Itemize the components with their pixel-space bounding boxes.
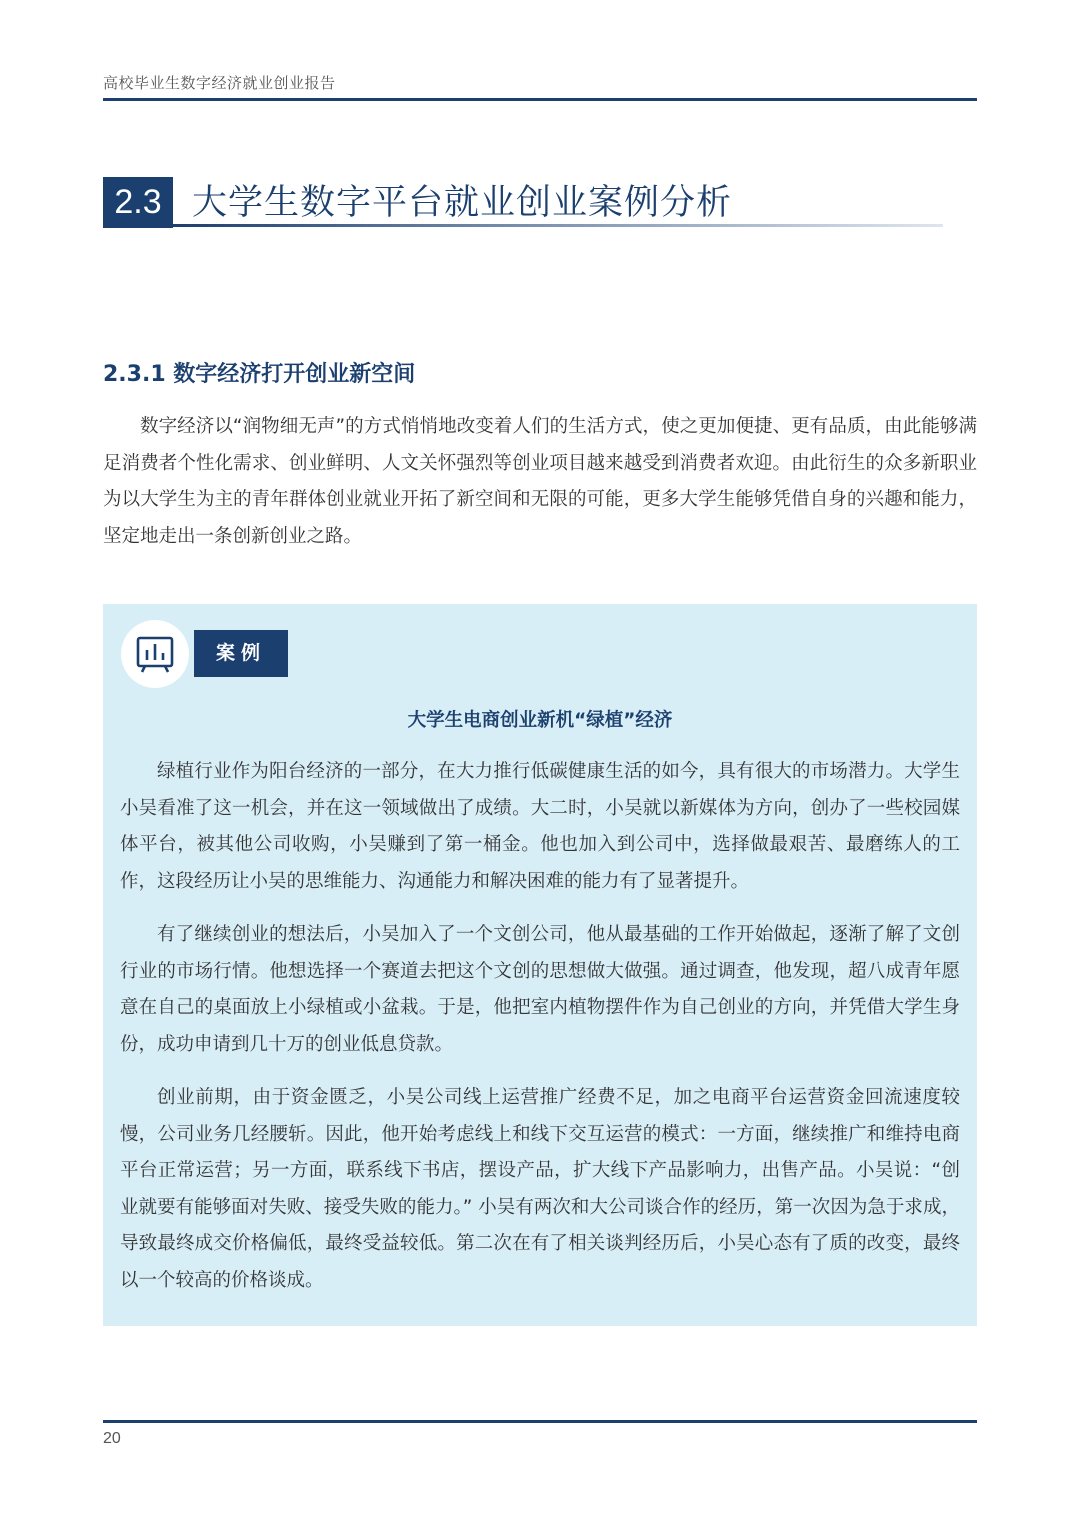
- case-label: 案例: [194, 630, 288, 677]
- case-title: 大学生电商创业新机“绿植”经济: [407, 710, 673, 731]
- header-rule: [103, 98, 977, 101]
- case-paragraph: 有了继续创业的想法后，小吴加入了一个文创公司，他从最基础的工作开始做起，逐渐了解了文创行业的市场行情。他想选择一个赛道去把这个文创的思想做大做强。通过调查，他发现，超八成青年愿意在自己的桌面放上小绿植或小盆栽。于是，他把室内植物摆件作为自己创业的方向，并凭借大学生身份，成功申请到几十万的创业低息贷款。: [120, 924, 960, 1055]
- case-paragraph: 创业前期，由于资金匮乏，小吴公司线上运营推广经费不足，加之电商平台运营资金回流速度较慢，公司业务几经腰斩。因此，他开始考虑线上和线下交互运营的模式：一方面，继续推广和维持电商平台正常运营；另一方面，联系线下书店，摆设产品，扩大线下产品影响力，出售产品。小吴说：“创业就要有能够面对失败、接受失败的能力。” 小吴有两次和大公司谈合作的经历，第一次因为急于求成，导致最终成交价格偏低，最终受益较低。第二次在有了相关谈判经历后，小吴心态有了质的改变，最终以一个较高的价格谈成。: [120, 1087, 960, 1291]
- case-box: [103, 604, 977, 1326]
- running-header: 高校毕业生数字经济就业创业报告: [103, 74, 336, 92]
- section-title: 大学生数字平台就业创业案例分析: [192, 183, 733, 223]
- case-icon-badge: [121, 620, 189, 688]
- section-underline: [173, 224, 943, 227]
- case-paragraph: 绿植行业作为阳台经济的一部分，在大力推行低碳健康生活的如今，具有很大的市场潜力。大学生小吴看准了这一机会，并在这一领域做出了成绩。大二时，小吴就以新媒体为方向，创办了一些校园媒体平台，被其他公司收购，小吴赚到了第一桶金。他也加入到公司中，选择做最艰苦、最磨练人的工作，这段经历让小吴的思维能力、沟通能力和解决困难的能力有了显著提升。: [120, 761, 960, 892]
- case-body: [120, 754, 960, 1316]
- intro-paragraph: 数字经济以“润物细无声”的方式悄悄地改变着人们的生活方式，使之更加便捷、更有品质，由此能够满足消费者个性化需求、创业鲜明、人文关怀强烈等创业项目越来越受到消费者欢迎。由此衍生的众多新职业为以大学生为主的青年群体创业就业开拓了新空间和无限的可能，更多大学生能够凭借自身的兴趣和能力，坚定地走出一条创新创业之路。: [103, 416, 977, 547]
- footer-rule: [103, 1420, 977, 1423]
- page-number: 20: [103, 1430, 121, 1447]
- subsection-title: 2.3.1 数字经济打开创业新空间: [103, 362, 416, 387]
- bar-chart-icon: [133, 632, 177, 676]
- section-number: 2.3: [103, 177, 173, 228]
